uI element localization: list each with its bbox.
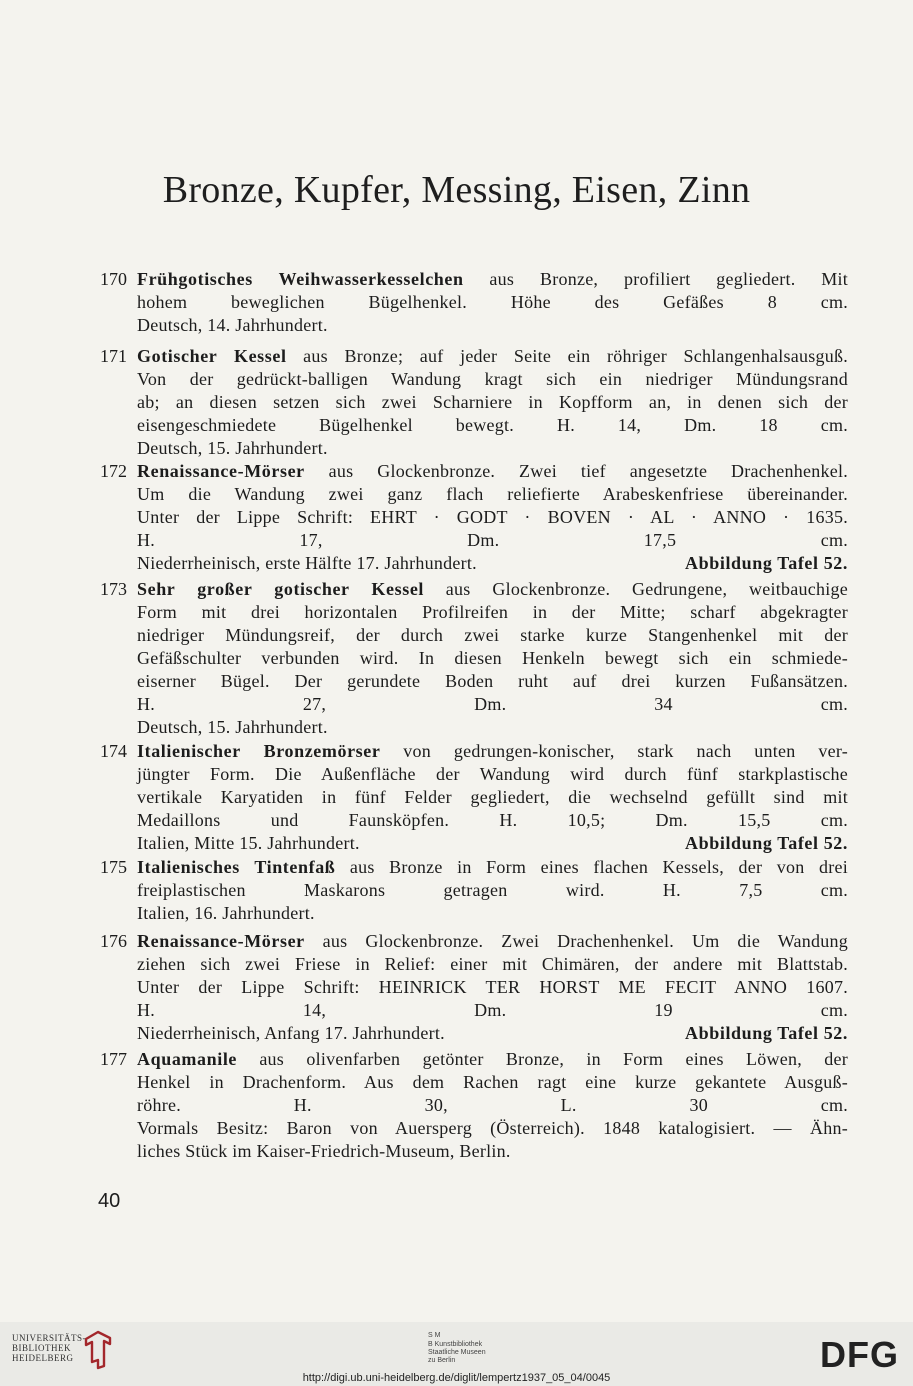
entry-text: aus Bronze; auf jeder Seite ein röhriger Schlangenhalsausguß.	[286, 346, 849, 366]
entry-text: Deutsch, 15. Jahrhundert.	[137, 717, 328, 737]
entry-number: 170	[100, 269, 127, 289]
entry-line	[137, 976, 848, 999]
entry-line	[137, 552, 848, 575]
entry-line	[137, 368, 848, 391]
entry-line	[137, 529, 848, 552]
entry-text: Henkel in Drachenform. Aus dem Rachen ragt eine kurze gekantete Ausguß-	[137, 1072, 848, 1092]
entry-number: 173	[100, 579, 127, 599]
entry-text: Deutsch, 14. Jahrhundert.	[137, 315, 328, 335]
entry-line	[137, 1048, 848, 1071]
entry-line	[137, 578, 848, 601]
entry-text: Von der gedrückt-balligen Wandung kragt sich ein niedriger Mündungsrand	[137, 369, 848, 389]
entry-text: aus Bronze in Form eines flachen Kessels, der von drei	[335, 857, 849, 877]
entry-text: von gedrungen-konischer, stark nach unten ver-	[380, 741, 848, 761]
entry-text: aus olivenfarben getönter Bronze, in Form eines Löwen, der	[237, 1049, 848, 1069]
plate-reference: Abbildung Tafel 52.	[685, 1023, 848, 1043]
entry-text: Italien, Mitte 15. Jahrhundert.	[137, 833, 360, 853]
dfg-logo: DFG	[820, 1334, 899, 1375]
entry-text: Um die Wandung zwei ganz flach reliefierte Arabeskenfriese übereinander.	[137, 484, 848, 504]
entry-text: Unter der Lippe Schrift: EHRT · GODT · BOVEN · AL · ANNO · 1635.	[137, 507, 848, 527]
entry-text: Niederrheinisch, erste Hälfte 17. Jahrhundert.	[137, 553, 477, 573]
entry-text: niedriger Mündungsreif, der durch zwei starke kurze Stangenhenkel mit der	[137, 625, 848, 645]
entry-line	[137, 291, 848, 314]
entry-text: jüngter Form. Die Außenfläche der Wandung wird durch fünf starkplastische	[137, 764, 848, 784]
page-title: Bronze, Kupfer, Messing, Eisen, Zinn	[162, 169, 751, 211]
entry-line	[137, 601, 848, 624]
entry-text: eiserner Bügel. Der gerundete Boden ruht auf drei kurzen Fußansätzen.	[137, 671, 848, 691]
entry-line	[137, 345, 848, 368]
entry-line	[137, 832, 848, 855]
entry-text: liches Stück im Kaiser-Friedrich-Museum, Berlin.	[137, 1141, 511, 1161]
entry-text: vertikale Karyatiden in fünf Felder gegliedert, die wechselnd gefüllt sind mit	[137, 787, 848, 807]
entry-text: ab; an diesen setzen sich zwei Scharniere in Kopfform an, in denen sich der	[137, 392, 848, 412]
entry-line	[137, 763, 848, 786]
kb-line: S M	[428, 1332, 441, 1339]
entry-line	[137, 999, 848, 1022]
entry-number: 174	[100, 741, 127, 761]
entry-number: 177	[100, 1049, 127, 1069]
entry-line	[137, 647, 848, 670]
entry-text: Unter der Lippe Schrift: HEINRICK TER HORST ME FECIT ANNO 1607.	[137, 977, 848, 997]
entry-line	[137, 716, 848, 739]
entry-text: hohem beweglichen Bügelhenkel. Höhe des Gefäßes 8 cm.	[137, 292, 848, 312]
entry-text: Form mit drei horizontalen Profilreifen in der Mitte; scharf abgekragter	[137, 602, 848, 622]
page-number: 40	[98, 1190, 121, 1212]
entry-title: Sehr großer gotischer Kessel	[137, 579, 425, 599]
entry-title: Frühgotisches Weihwasserkesselchen	[137, 269, 464, 289]
plate-reference: Abbildung Tafel 52.	[685, 553, 848, 573]
entry-line	[137, 460, 848, 483]
uni-line: HEIDELBERG	[12, 1353, 74, 1363]
entry-text: Vormals Besitz: Baron von Auersperg (Österreich). 1848 katalogisiert. — Ähn-	[137, 1118, 848, 1138]
entry-text: aus Bronze, profiliert gegliedert. Mit	[463, 269, 849, 289]
entry-title: Renaissance-Mörser	[137, 931, 305, 951]
entry-text: aus Glockenbronze. Zwei tief angesetzte Drachenhenkel.	[304, 461, 848, 481]
kb-line: B Kunstbibliothek	[428, 1341, 483, 1348]
entry-line	[137, 693, 848, 716]
entry-line	[137, 930, 848, 953]
entry-title: Gotischer Kessel	[137, 346, 287, 366]
entry-text: H. 17, Dm. 17,5 cm.	[137, 530, 848, 550]
uni-line: UNIVERSITÄTS-	[12, 1333, 86, 1343]
heidelberg-logo-icon	[84, 1330, 112, 1370]
entry-line	[137, 809, 848, 832]
entry-number: 171	[100, 346, 127, 366]
entry-title: Aquamanile	[137, 1049, 238, 1069]
university-library-label	[12, 1333, 86, 1363]
entry-text: H. 14, Dm. 19 cm.	[137, 1000, 848, 1020]
entry-text: eisengeschmiedete Bügelhenkel bewegt. H. 14, Dm. 18 cm.	[137, 415, 848, 435]
entry-number: 176	[100, 931, 127, 951]
entry-line	[137, 483, 848, 506]
entry-title: Italienisches Tintenfaß	[137, 857, 336, 877]
entry-line	[137, 670, 848, 693]
entry-line	[137, 740, 848, 763]
entry-line	[137, 624, 848, 647]
entry-text: H. 27, Dm. 34 cm.	[137, 694, 848, 714]
entry-text: Niederrheinisch, Anfang 17. Jahrhundert.	[137, 1023, 445, 1043]
kb-line: Staatliche Museen	[428, 1349, 486, 1356]
entry-text: Deutsch, 15. Jahrhundert.	[137, 438, 328, 458]
kb-line: zu Berlin	[428, 1357, 456, 1364]
entry-line	[137, 314, 848, 337]
entry-line	[137, 856, 848, 879]
source-url: http://digi.ub.uni-heidelberg.de/diglit/lempertz1937_05_04/0045	[302, 1372, 611, 1384]
entry-line	[137, 414, 848, 437]
entry-line	[137, 437, 848, 460]
entry-number: 175	[100, 857, 127, 877]
entry-line	[137, 953, 848, 976]
entry-line	[137, 902, 848, 925]
entry-line	[137, 786, 848, 809]
entry-line	[137, 506, 848, 529]
entry-line	[137, 1071, 848, 1094]
entry-line	[137, 1022, 848, 1045]
entry-text: aus Glockenbronze. Zwei Drachenhenkel. Um die Wandung	[304, 931, 848, 951]
entry-line	[137, 1140, 848, 1163]
entry-number: 172	[100, 461, 127, 481]
entry-title: Renaissance-Mörser	[137, 461, 305, 481]
entry-text: ziehen sich zwei Friese in Relief: einer mit Chimären, der andere mit Blattstab.	[137, 954, 848, 974]
plate-reference: Abbildung Tafel 52.	[685, 833, 848, 853]
entry-text: röhre. H. 30, L. 30 cm.	[137, 1095, 848, 1115]
entry-text: Italien, 16. Jahrhundert.	[137, 903, 315, 923]
entry-line	[137, 1094, 848, 1117]
entry-text: freiplastischen Maskarons getragen wird. H. 7,5 cm.	[137, 880, 848, 900]
entry-title: Italienischer Bronzemörser	[137, 741, 381, 761]
entry-text: Medaillons und Faunsköpfen. H. 10,5; Dm. 15,5 cm.	[137, 810, 848, 830]
entry-line	[137, 391, 848, 414]
entry-line	[137, 1117, 848, 1140]
entry-line	[137, 268, 848, 291]
entry-text: aus Glockenbronze. Gedrungene, weitbauchige	[424, 579, 848, 599]
entry-line	[137, 879, 848, 902]
uni-line: BIBLIOTHEK	[12, 1343, 71, 1353]
entry-text: Gefäßschulter verbunden wird. In diesen Henkeln bewegt sich ein schmiede-	[137, 648, 848, 668]
